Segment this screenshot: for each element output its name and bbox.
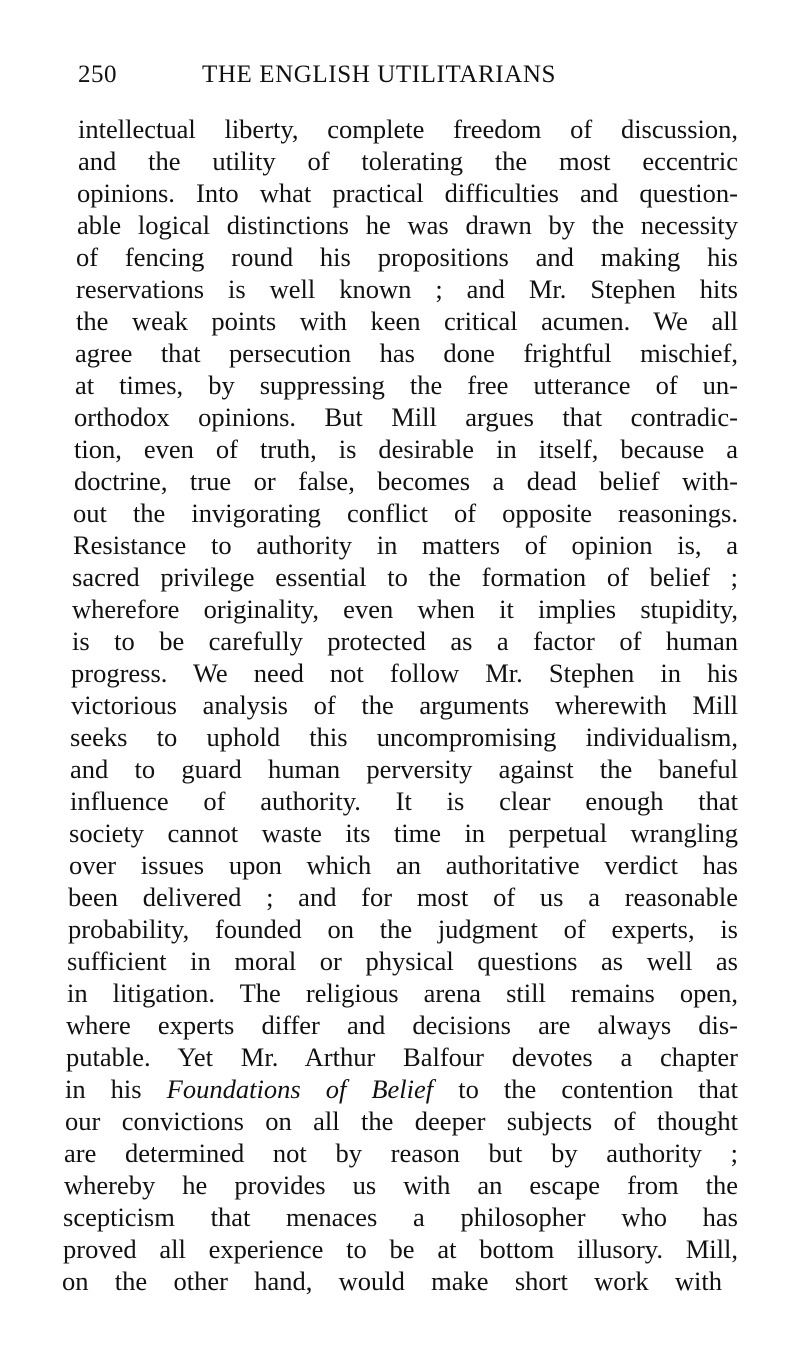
text-line-31-start: in his	[65, 1074, 167, 1104]
text-line-15: sacred privilege essential to the formation of belief ;	[72, 562, 738, 592]
text-line-31	[65, 1072, 738, 1106]
text-line-34: whereby he provides us with an escape from the	[64, 1170, 738, 1200]
text-line-31-end: to the contention that	[433, 1074, 738, 1104]
text-line-1: intellectual liberty, complete freedom of discussion,	[78, 114, 738, 144]
text-line-8: agree that persecution has done frightful mischief,	[75, 338, 738, 368]
page-number: 250	[78, 61, 117, 88]
text-line-16: wherefore originality, even when it implies stupidity,	[72, 594, 738, 624]
text-line-11: tion, even of truth, is desirable in itself, because a	[74, 434, 738, 464]
text-line-5: of fencing round his propositions and making his	[76, 242, 738, 272]
text-line-14: Resistance to authority in matters of opinion is, a	[73, 530, 738, 560]
text-line-27: sufficient in moral or physical questions as well as	[67, 946, 738, 976]
text-line-37: on the other hand, would make short work with	[62, 1266, 722, 1296]
text-line-35: scepticism that menaces a philosopher who has	[63, 1202, 738, 1232]
text-line-28: in litigation. The religious arena still remains open,	[67, 978, 738, 1008]
book-title-italic: Foundations of Belief	[166, 1074, 434, 1104]
text-line-24: over issues upon which an authoritative verdict has	[69, 850, 738, 880]
text-line-23: society cannot waste its time in perpetual wrangling	[69, 818, 738, 848]
text-line-12: doctrine, true or false, becomes a dead belief with-	[74, 466, 738, 496]
text-line-22: influence of authority. It is clear enough that	[70, 786, 738, 816]
text-line-29: where experts differ and decisions are always dis-	[66, 1010, 738, 1040]
text-line-26: probability, founded on the judgment of experts, is	[68, 914, 738, 944]
text-line-4: able logical distinctions he was drawn by the necessity	[77, 210, 738, 240]
text-line-17: is to be carefully protected as a factor of human	[72, 626, 738, 656]
text-line-36: proved all experience to be at bottom illusory. Mill,	[63, 1234, 738, 1264]
text-line-7: the weak points with keen critical acumen. We all	[76, 306, 738, 336]
text-line-21: and to guard human perversity against the baneful	[70, 754, 738, 784]
text-line-18: progress. We need not follow Mr. Stephen in his	[71, 658, 738, 688]
text-line-20: seeks to uphold this uncompromising individualism,	[70, 722, 738, 752]
text-line-3: opinions. Into what practical difficulties and question-	[77, 178, 738, 208]
text-line-30: putable. Yet Mr. Arthur Balfour devotes a chapter	[66, 1042, 738, 1072]
running-title: THE ENGLISH UTILITARIANS	[202, 61, 557, 88]
text-line-19: victorious analysis of the arguments wherewith Mill	[71, 690, 738, 720]
text-line-33: are determined not by reason but by authority ;	[64, 1138, 738, 1168]
text-line-2: and the utility of tolerating the most eccentric	[78, 146, 738, 176]
text-line-32: our convictions on all the deeper subjects of thought	[65, 1106, 738, 1136]
text-line-9: at times, by suppressing the free utterance of un-	[75, 370, 738, 400]
text-line-13: out the invigorating conflict of opposite reasonings.	[73, 498, 738, 528]
text-line-10: orthodox opinions. But Mill argues that contradic-	[74, 402, 738, 432]
text-line-6: reservations is well known ; and Mr. Stephen hits	[76, 274, 738, 304]
page-header	[78, 58, 738, 92]
text-line-25: been delivered ; and for most of us a reasonable	[68, 882, 738, 912]
